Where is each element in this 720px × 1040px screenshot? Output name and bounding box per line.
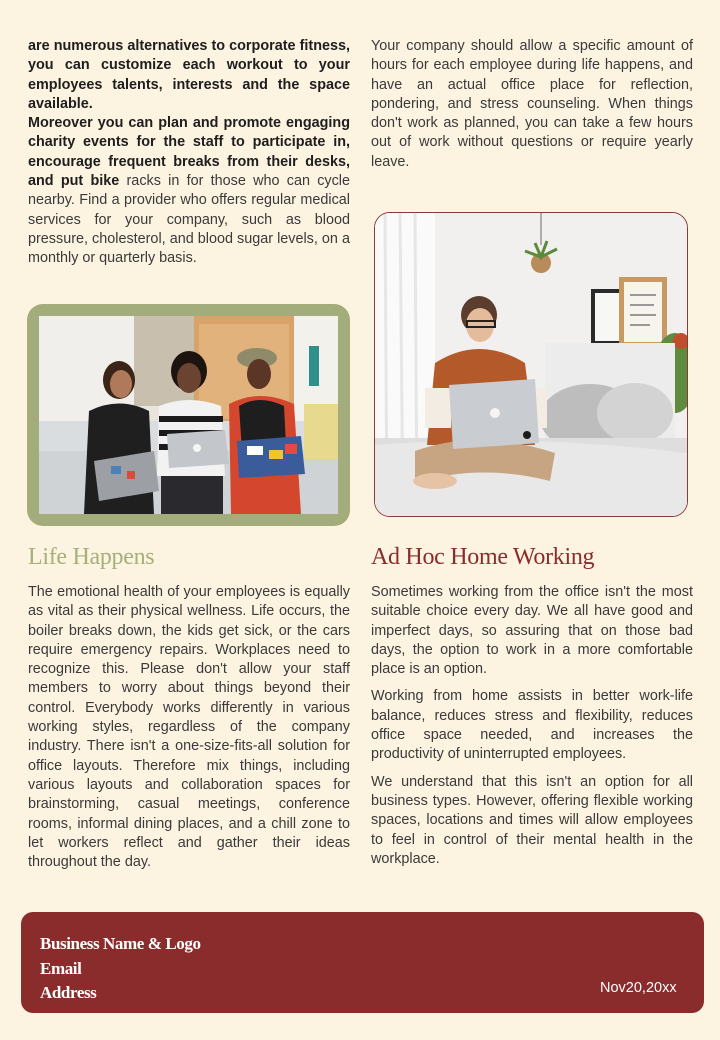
reflection-paragraph: Your company should allow a specific amount of hours for each employee during life happens, and have an actual office place for reflection, pondering, and stress counseling. When things don't work as planned, you can take a few hours out of work without questions or require yearly leave. [371,38,693,170]
charity-bold-text: Moreover you can plan and promote engaging charity events for the staff to participate in, encourage frequent breaks from their desks, and put bike [28,115,350,190]
life-happens-heading: Life Happens [28,544,155,570]
life-happens-paragraph: The emotional health of your employees is equally as vital as their physical wellness. Life occurs, the boiler breaks down, the kids get sick, or the cars require emergency repairs. Workplaces need to recognize this. Please don't allow your staff members to worry about things beyond their control. Everybody works differently in various working styles, regardless of the company industry. There isn't a one-size-fits-all solution for office layouts. Therefore mix things, including various layouts and collaboration spaces for brainstorming, casual meetings, conference rooms, informal dining places, and a chill zone to let workers reflect and gather their ideas throughout the day. [28,584,350,871]
home-working-paragraph-2: Working from home assists in better work-life balance, reduces stress and flexibility, reduces office space needed, and increases the productivity of uninterrupted employees. [371,688,693,763]
left-intro-text [28,37,350,269]
footer-email: Email [40,958,82,978]
team-laptops-photo-frame [27,304,350,526]
footer-address: Address [40,983,97,1002]
home-working-paragraph-3: We understand that this isn't an option for all business types. However, offering flexible working spaces, locations and times will allow employees to feel in control of their mental health in the workplace. [371,773,693,867]
right-intro-text [371,37,693,172]
life-happens-body [28,583,350,872]
charity-regular-text: racks in for those who can cycle nearby. Find a provider who offers regular medical services for your company, such as blood pressure, cholesterol, and blood sugar levels, on a monthly or quarterly basis. [28,173,350,267]
business-name-logo: Business Name & Logo [40,934,201,953]
home-working-photo [374,212,688,517]
footer-date: Nov20,20xx [600,980,677,996]
footer-banner [21,912,704,1013]
footer-contact-block [40,932,201,1006]
team-laptops-photo [39,316,338,514]
home-working-paragraph-1: Sometimes working from the office isn't the most suitable choice every day. We all have good and imperfect days, so assuring that on those bad days, the option to work in a more comfortable place is an option. [371,584,693,678]
intro-bold-text: are numerous alternatives to corporate fitness, you can customize each workout to your employees talents, interests and the space available. [28,38,350,112]
home-working-body [371,583,693,869]
ad-hoc-home-working-heading: Ad Hoc Home Working [371,544,595,570]
